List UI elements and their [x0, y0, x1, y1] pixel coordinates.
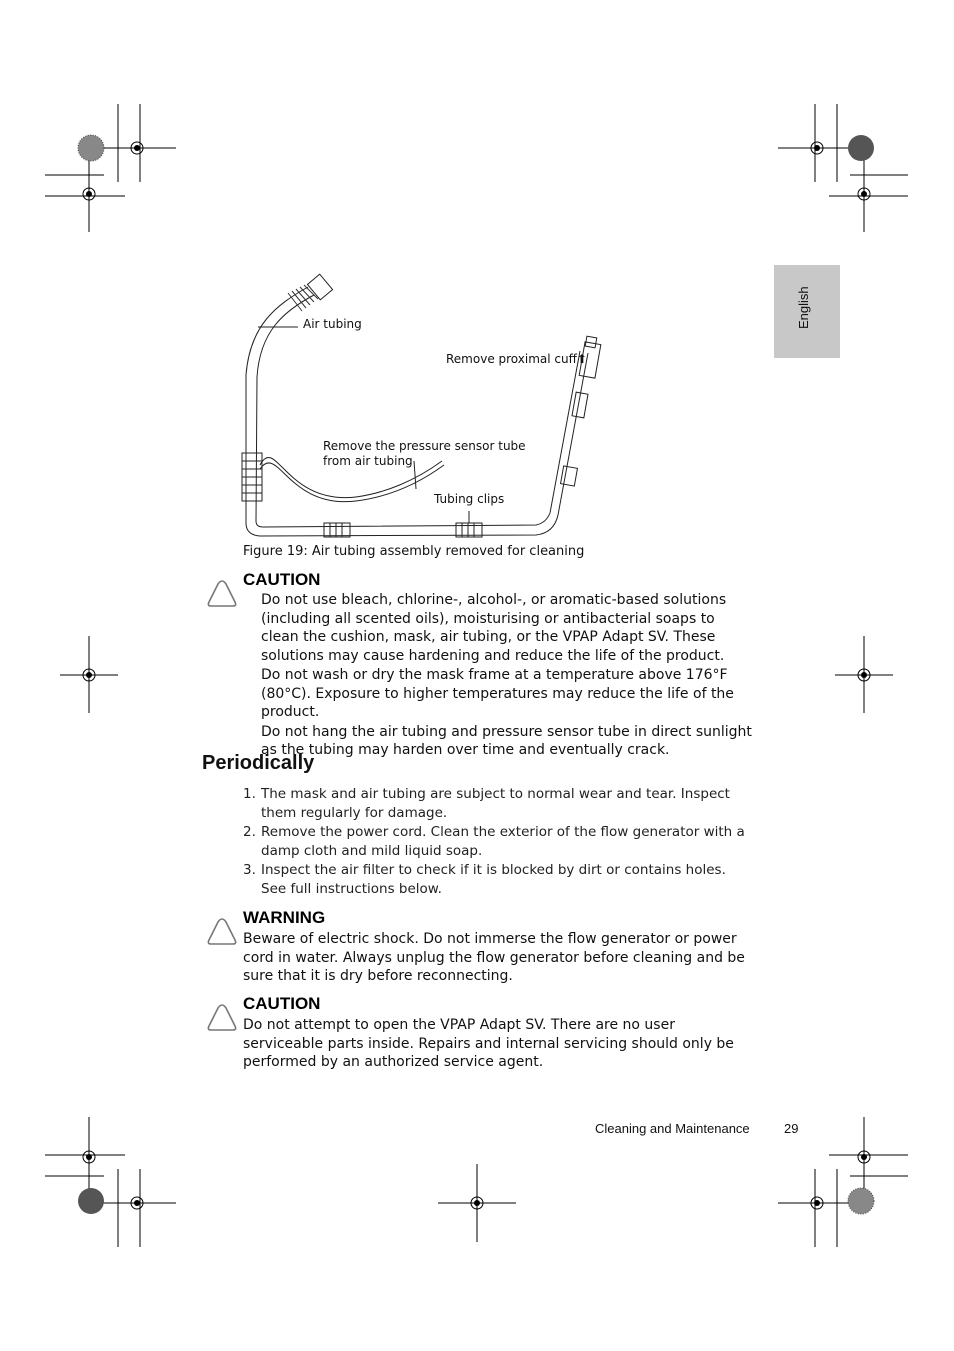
figure-caption: Figure 19: Air tubing assembly removed for cleaning: [243, 544, 585, 559]
step-number: 1.: [243, 786, 256, 802]
list-item: [243, 785, 753, 822]
up-arrow-icon: ⬆: [576, 352, 587, 366]
caution-paragraph: Do not hang the air tubing and pressure sensor tube in direct sunlight as the tubing may harden over time and eventually crack.: [261, 723, 752, 758]
step-text: The mask and air tubing are subject to normal wear and tear. Inspect them regularly for damage.: [261, 786, 730, 821]
warning-body: Beware of electric shock. Do not immerse the flow generator or power cord in water. Always unplug the flow generator before cleaning and be sure that it is dry before reconnecting.: [243, 931, 745, 984]
list-item: [243, 861, 753, 898]
caution-heading: CAUTION: [243, 994, 321, 1013]
caution-paragraph: Do not wash or dry the mask frame at a temperature above 176°F (80°C). Exposure to higher temperatures may reduce the life of the product.: [261, 667, 734, 720]
label-pressure-tube: [323, 439, 526, 468]
label-pressure-tube-line-2: from air tubing: [323, 453, 413, 468]
step-text: Remove the power cord. Clean the exterior of the flow generator with a damp cloth and mild liquid soap.: [261, 824, 745, 859]
label-tubing-clips: Tubing clips: [434, 492, 505, 506]
caution-body: [261, 591, 756, 761]
label-remove-cuff: [446, 352, 587, 366]
caution-paragraph: Do not use bleach, chlorine-, alcohol-, or aromatic-based solutions (including all scented oils), moisturising or antibacterial soaps to clean the cushion, mask, air tubing, or the VPAP Adapt SV. These solutions may cause hardening and reduce the life of the product.: [261, 592, 727, 664]
steps-list: [243, 785, 753, 899]
language-tab-label: English: [796, 286, 811, 329]
page-number: 29: [784, 1121, 799, 1136]
step-number: 3.: [243, 862, 256, 878]
caution-heading: CAUTION: [243, 570, 321, 589]
footer-section-title: Cleaning and Maintenance: [595, 1121, 750, 1136]
caution-body: Do not attempt to open the VPAP Adapt SV. There are no user serviceable parts inside. Repairs and internal servicing should only be performed by an authorized service agent.: [243, 1017, 734, 1070]
warning-heading: WARNING: [243, 908, 326, 927]
language-tab: [774, 265, 840, 358]
step-number: 2.: [243, 824, 256, 840]
step-text: Inspect the air filter to check if it is blocked by dirt or contains holes. See full instructions below.: [261, 862, 726, 897]
caution-triangle-icon: [206, 1002, 238, 1034]
warning-triangle-icon: [206, 916, 238, 948]
list-item: [243, 823, 753, 860]
label-pressure-tube-line-1: Remove the pressure sensor tube: [323, 439, 526, 453]
label-air-tubing: Air tubing: [303, 317, 362, 331]
label-remove-cuff-text: Remove proximal cuff: [446, 352, 577, 366]
section-heading: Periodically: [202, 752, 315, 774]
caution-triangle-icon: [206, 578, 238, 610]
